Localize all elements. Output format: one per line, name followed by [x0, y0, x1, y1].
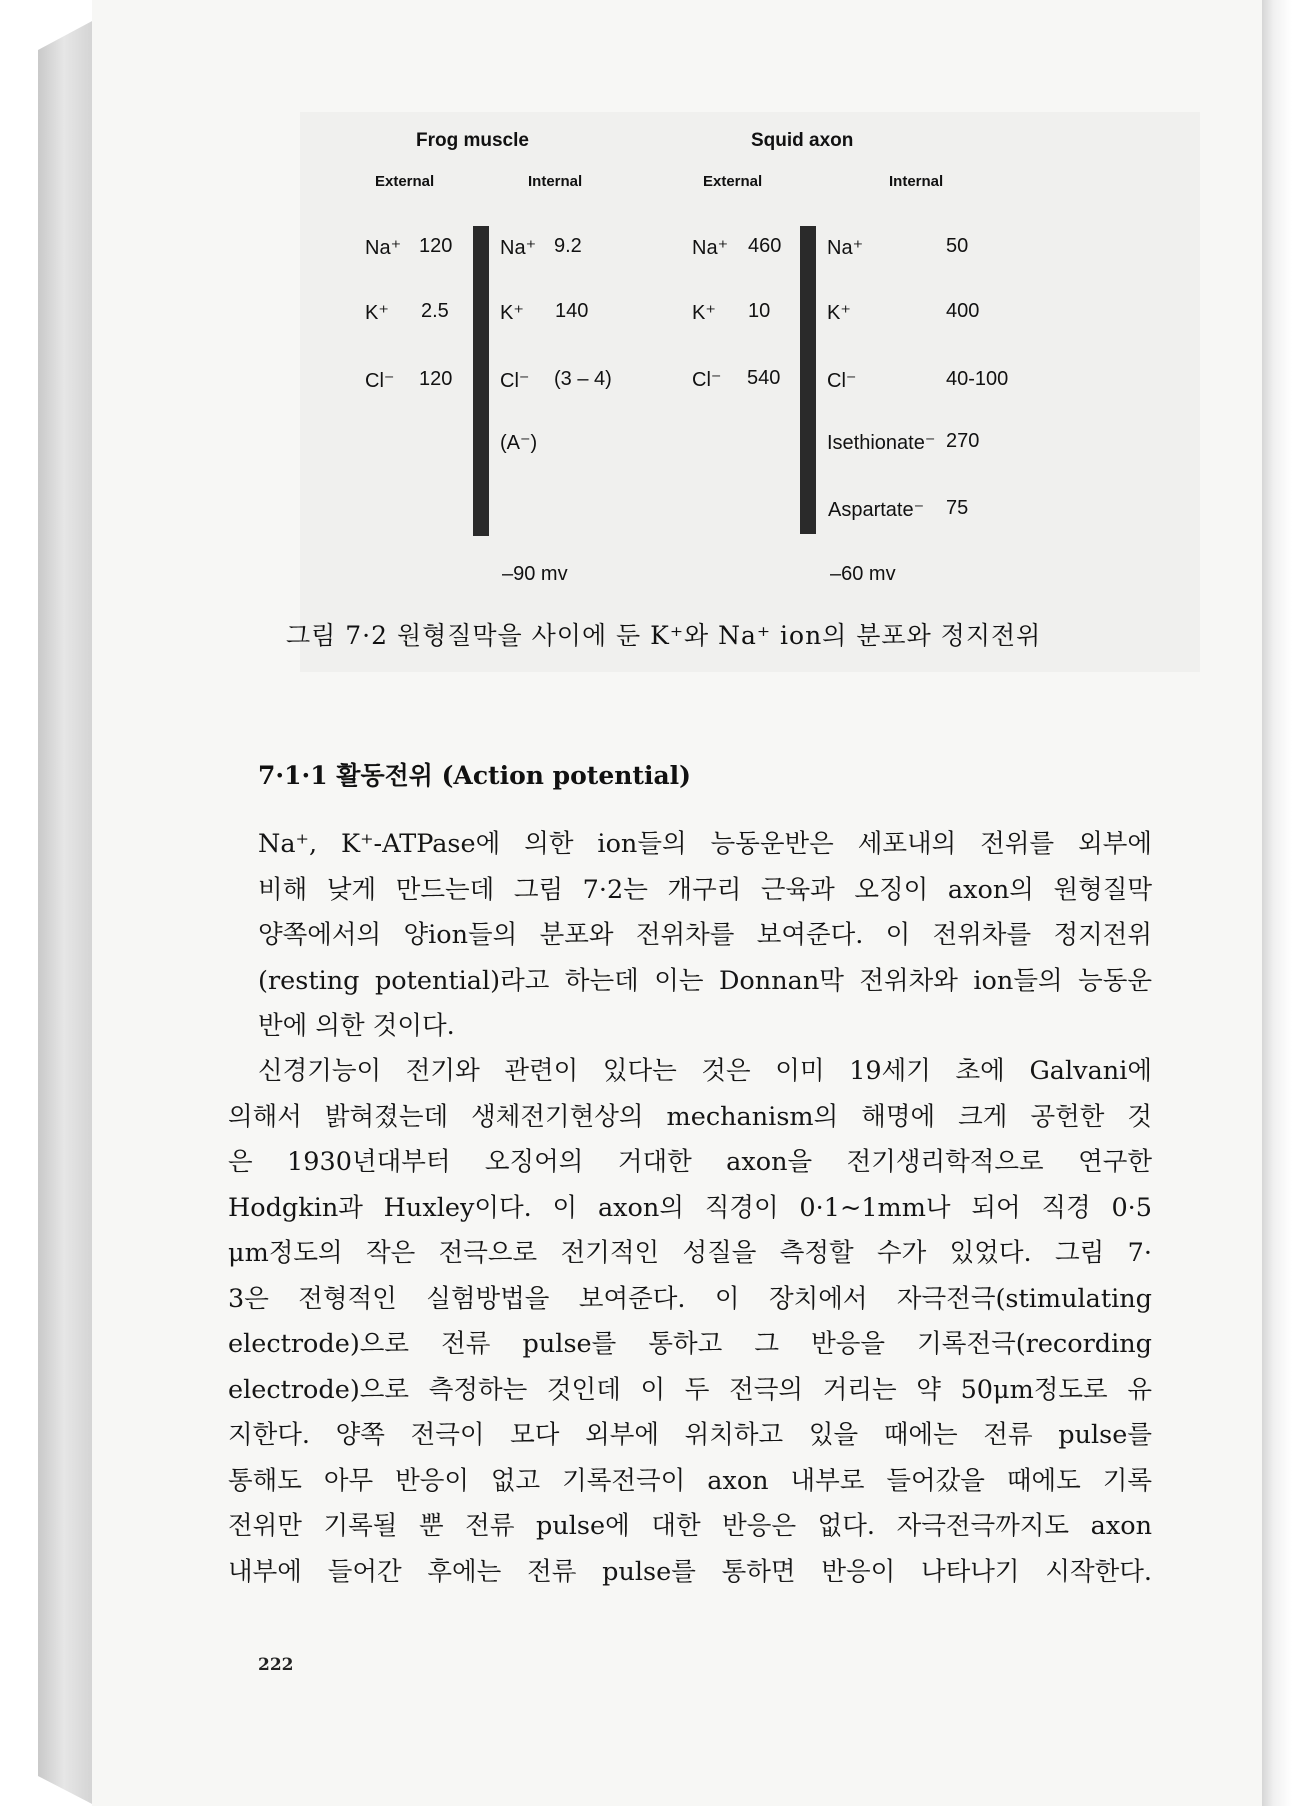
squid-internal-label: Internal: [889, 173, 944, 190]
paragraph-line: 신경기능이 전기와 관련이 있다는 것은 이미 19세기 초에 Galvani에: [258, 1056, 1152, 1086]
paragraph-line: Na⁺, K⁺-ATPase에 의한 ion들의 능동운반은 세포내의 전위를 외부에: [258, 829, 1152, 859]
paragraph-line: 내부에 들어간 후에는 전류 pulse를 통하면 반응이 나타나기 시작한다.: [228, 1556, 1152, 1587]
frog-internal-label: Internal: [528, 173, 583, 190]
squid-ext-ion: K⁺: [692, 302, 716, 324]
paragraph-line: 비해 낮게 만드는데 그림 7·2는 개구리 근육과 오징이 axon의 원형질막: [258, 874, 1152, 905]
paragraph-line: (resting potential)라고 하는데 이는 Donnan막 전위차와 ion들의 능동운: [258, 965, 1152, 996]
paragraph-line: Hodgkin과 Huxley이다. 이 axon의 직경이 0·1~1mm나 되어 직경 0·5: [228, 1192, 1152, 1223]
frog-int-ion: Cl⁻: [500, 370, 530, 392]
paragraph-line: 의해서 밝혀졌는데 생체전기현상의 mechanism의 해명에 크게 공헌한 것: [228, 1101, 1152, 1132]
frog-ext-value: 120: [419, 235, 453, 257]
frog-ext-ion: K⁺: [365, 302, 389, 324]
paragraph-1: [228, 822, 1152, 1050]
frog-ext-ion: Na⁺: [365, 237, 402, 259]
frog-int-ion: K⁺: [500, 302, 524, 324]
frog-ext-ion: Cl⁻: [365, 370, 395, 392]
paragraph-line: 3은 전형적인 실험방법을 보여준다. 이 장치에서 자극전극(stimulating: [228, 1283, 1152, 1314]
squid-int-ion: Aspartate⁻: [828, 499, 925, 521]
section-heading: 7·1·1 활동전위 (Action potential): [258, 761, 692, 790]
book-spine: [38, 20, 96, 1806]
squid-int-value: 270: [946, 430, 980, 452]
squid-ext-value: 10: [748, 300, 771, 322]
squid-ext-value: 540: [747, 367, 781, 389]
paragraph-line: 은 1930년대부터 오징어의 거대한 axon을 전기생리학적으로 연구한: [228, 1147, 1152, 1177]
squid-membrane: [800, 226, 816, 534]
paragraph-2: [228, 1049, 1152, 1595]
frog-title: Frog muscle: [416, 130, 529, 151]
page-number: 222: [258, 1655, 294, 1675]
page-edge: [1262, 0, 1292, 1806]
figure-background: [300, 112, 1200, 672]
squid-int-ion: Isethionate⁻: [827, 432, 936, 454]
squid-int-value: 50: [946, 235, 969, 257]
frog-ext-value: 2.5: [421, 300, 449, 322]
frog-membrane: [473, 226, 489, 536]
squid-ext-ion: Na⁺: [692, 237, 729, 259]
squid-int-ion: K⁺: [827, 302, 851, 324]
paragraph-line: 양쪽에서의 양ion들의 분포와 전위차를 보여준다. 이 전위차를 정지전위: [258, 920, 1152, 950]
frog-int-value: 9.2: [554, 235, 582, 257]
paragraph-line: μm정도의 작은 전극으로 전기적인 성질을 측정할 수가 있었다. 그림 7·: [228, 1238, 1152, 1268]
frog-external-label: External: [375, 173, 435, 190]
squid-ext-value: 460: [748, 235, 782, 257]
paragraph-line: electrode)으로 측정하는 것인데 이 두 전극의 거리는 약 50μm정도로 유: [228, 1374, 1152, 1405]
squid-int-ion: Cl⁻: [827, 370, 857, 392]
paragraph-line: 전위만 기록될 뿐 전류 pulse에 대한 반응은 없다. 자극전극까지도 axon: [228, 1511, 1152, 1541]
paragraph-line: 반에 의한 것이다.: [258, 1011, 455, 1041]
frog-ext-value: 120: [419, 368, 453, 390]
paragraph-line: electrode)으로 전류 pulse를 통하고 그 반응을 기록전극(recording: [228, 1329, 1152, 1359]
squid-int-value: 75: [946, 497, 969, 519]
squid-potential: –60 mv: [830, 563, 896, 585]
frog-int-ion: Na⁺: [500, 237, 537, 259]
squid-int-value: 40-100: [946, 368, 1009, 390]
squid-ext-ion: Cl⁻: [692, 369, 722, 391]
frog-int-value: (3 – 4): [554, 368, 612, 390]
figure-caption: 그림 7·2 원형질막을 사이에 둔 K⁺와 Na⁺ ion의 분포와 정지전위: [286, 621, 1042, 650]
paragraph-line: 지한다. 양쪽 전극이 모다 외부에 위치하고 있을 때에는 전류 pulse를: [228, 1420, 1152, 1450]
frog-potential: –90 mv: [502, 563, 568, 585]
squid-int-value: 400: [946, 300, 980, 322]
paragraph-line: 통해도 아무 반응이 없고 기록전극이 axon 내부로 들어갔을 때에도 기록: [228, 1465, 1152, 1496]
squid-int-ion: Na⁺: [827, 237, 864, 259]
squid-external-label: External: [703, 173, 763, 190]
squid-title: Squid axon: [751, 130, 854, 151]
frog-int-ion: (A⁻): [500, 432, 538, 454]
frog-int-value: 140: [555, 300, 589, 322]
